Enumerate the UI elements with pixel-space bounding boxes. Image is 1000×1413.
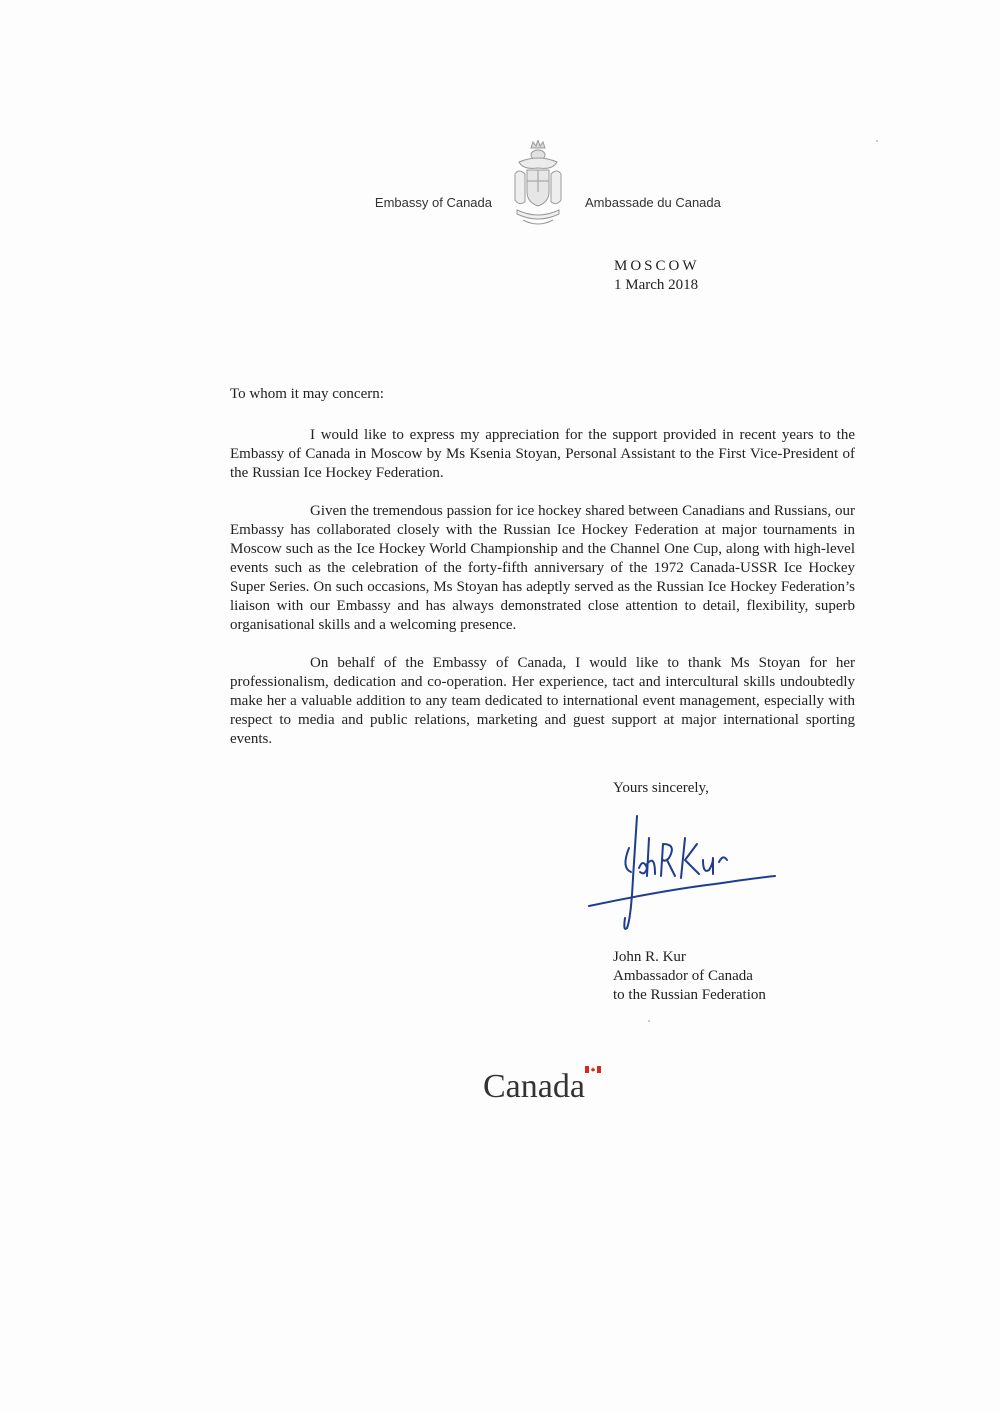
coat-of-arms-icon <box>507 140 569 228</box>
signer-block <box>613 948 766 1005</box>
speck <box>648 1020 650 1022</box>
closing: Yours sincerely, <box>613 780 709 796</box>
speck <box>876 140 878 142</box>
dateline-city: MOSCOW <box>614 258 700 274</box>
letter-body <box>230 426 855 768</box>
dateline-date: 1 March 2018 <box>614 277 699 293</box>
letterhead-french-label: Ambassade du Canada <box>585 195 721 210</box>
canada-wordmark-logo <box>483 1062 608 1102</box>
letterhead-english-label: Embassy of Canada <box>374 195 492 210</box>
dateline <box>614 257 700 295</box>
body-paragraph: Given the tremendous passion for ice hockey shared between Canadians and Russians, our Embassy has collaborated closely with the Russian Ice Hockey Federation at major tournaments in Moscow such as the Ice Hockey World Championship and the Channel One Cup, along with high-level events such as the celebration of the forty-fifth anniversary of the 1972 Canada-USSR Ice Hockey Super Series. On such occasions, Ms Stoyan has adeptly served as the Russian Ice Hockey Federation’s liaison with our Embassy and has always demonstrated close attention to detail, flexibility, superb organisational skills and a welcoming presence. <box>230 503 855 633</box>
salutation: To whom it may concern: <box>230 386 384 402</box>
signer-title-line2: to the Russian Federation <box>613 987 766 1003</box>
body-paragraph: On behalf of the Embassy of Canada, I would like to thank Ms Stoyan for her professionalism, dedication and co-operation. Her experience, tact and intercultural skills undoubtedly make her a valuable addition to any team dedicated to international event management, especially with respect to media and public relations, marketing and guest support at major international sporting events. <box>230 655 855 747</box>
signer-name: John R. Kur <box>613 949 686 965</box>
signer-title: Ambassador of Canada <box>613 968 753 984</box>
svg-text:Canada: Canada <box>483 1068 585 1102</box>
signature-image <box>585 808 780 938</box>
letterhead <box>0 140 1000 235</box>
body-paragraph: I would like to express my appreciation for the support provided in recent years to the Embassy of Canada in Moscow by Ms Ksenia Stoyan, Personal Assistant to the First Vice-President of the Russian Ice Hockey Federation. <box>230 427 855 481</box>
